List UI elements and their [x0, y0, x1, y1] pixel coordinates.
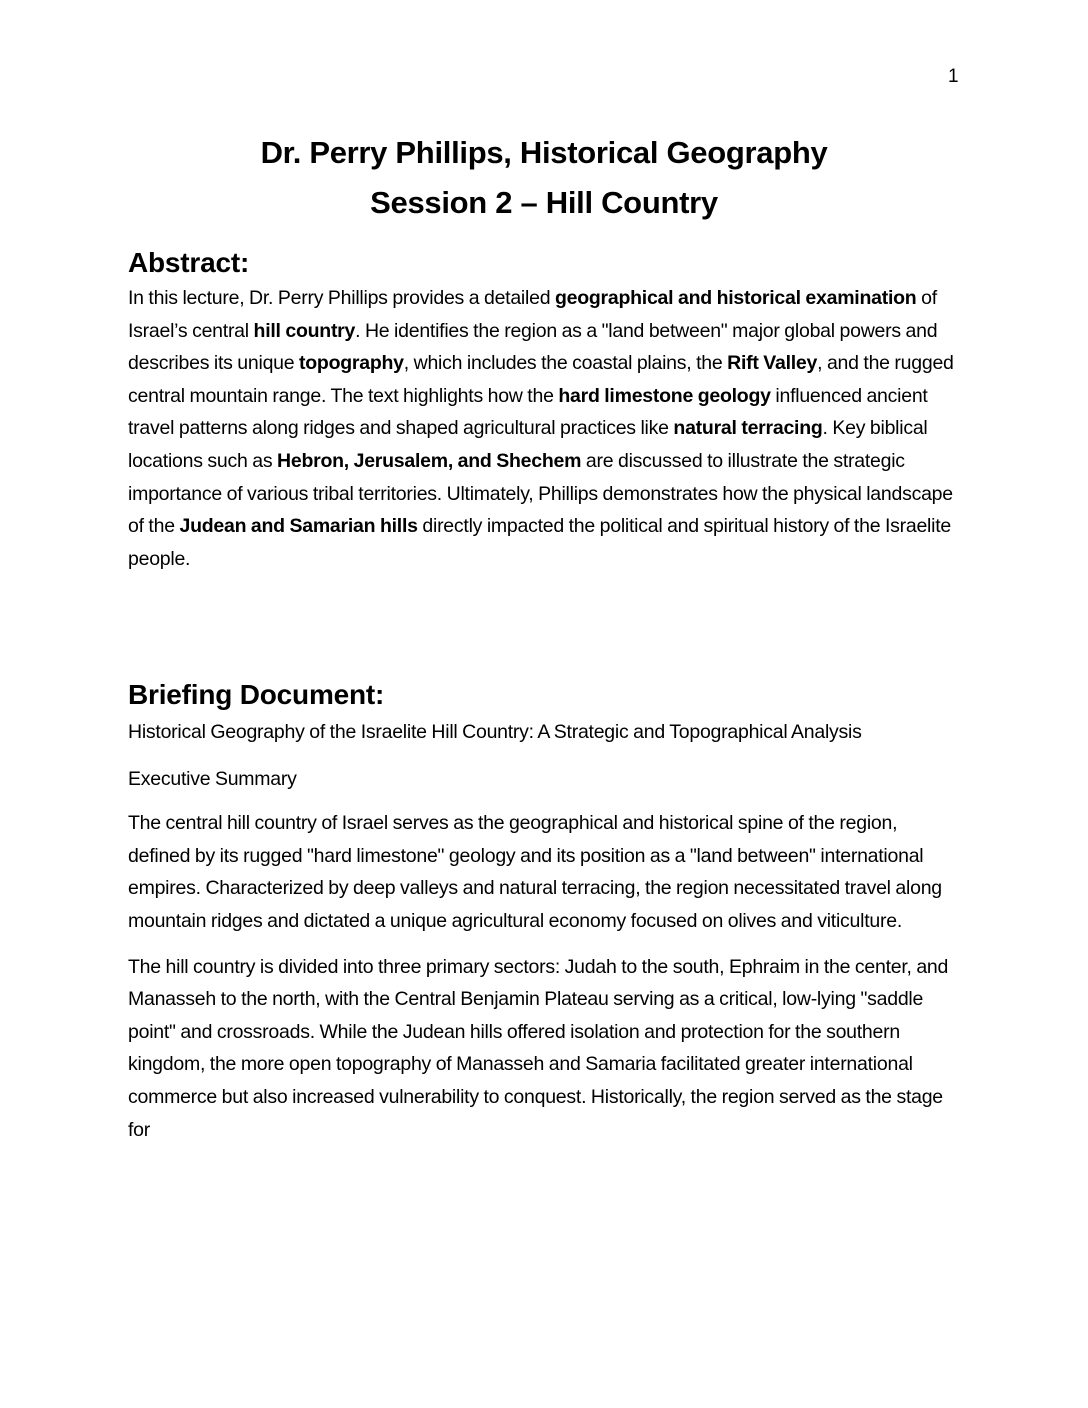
abstract-bold-text: natural terracing	[673, 417, 823, 440]
abstract-text: directly impacted the political and spiritual history of the Israelite people.	[128, 515, 951, 570]
abstract-paragraph	[128, 282, 960, 575]
abstract-text: In this lecture, Dr. Perry Phillips provides a detailed	[128, 287, 555, 309]
abstract-text: are discussed to illustrate the strategic importance of various tribal territories. Ultimately, Phillips demonstrates how the physical landscape of the	[128, 449, 953, 538]
abstract-bold-text: hill country	[253, 319, 356, 342]
abstract-text: . He identifies the region as a "land between" major global powers and describes its unique	[128, 319, 938, 375]
summary-paragraph: The central hill country of Israel serves as the geographical and historical spine of the region, defined by its rugged "hard limestone" geology and its position as a "land between" international empires. Characterized by deep valleys and natural terracing, the region necessitated travel along mountain ridges and dictated a unique agricultural economy focused on olives and viticulture.	[128, 812, 942, 932]
executive-summary-label: Executive Summary	[128, 767, 297, 790]
abstract-heading: Abstract:	[128, 247, 250, 278]
briefing-subtitle: Historical Geography of the Israelite Hill Country: A Strategic and Topographical Analysis	[128, 721, 862, 743]
abstract-text: . Key biblical locations such as	[128, 417, 928, 472]
summary-paragraph: The hill country is divided into three primary sectors: Judah to the south, Ephraim in the center, and Manasseh to the north, with the Central Benjamin Plateau serving as a critical, low-lying "saddle point" and crossroads. While the Judean hills offered isolation and protection for the southern kingdom, the more open topography of Manasseh and Samaria facilitated greater international commerce but also increased vulnerability to conquest. Historically, the region served as the stage for	[128, 955, 949, 1141]
abstract-text: of Israel’s central	[128, 287, 937, 342]
abstract-bold-text: Hebron, Jerusalem, and Shechem	[277, 449, 582, 472]
title-line-1: Dr. Perry Phillips, Historical Geography	[260, 135, 828, 170]
abstract-bold-text: topography	[299, 352, 404, 375]
page-number: 1	[948, 66, 959, 87]
abstract-bold-text: hard limestone geology	[558, 384, 771, 407]
abstract-text: , and the rugged central mountain range. The text highlights how the	[128, 352, 954, 407]
briefing-heading: Briefing Document:	[128, 679, 385, 710]
title-line-2: Session 2 – Hill Country	[370, 185, 718, 220]
abstract-text: , which includes the coastal plains, the	[403, 352, 728, 375]
briefing-section	[128, 676, 960, 1146]
abstract-bold-text: geographical and historical examination	[554, 287, 917, 309]
abstract-section	[128, 244, 960, 575]
abstract-text: influenced ancient travel patterns along ridges and shaped agricultural practices like	[128, 384, 928, 440]
abstract-bold-text: Rift Valley	[727, 352, 818, 375]
document-title	[0, 128, 1088, 228]
abstract-bold-text: Judean and Samarian hills	[179, 515, 418, 538]
